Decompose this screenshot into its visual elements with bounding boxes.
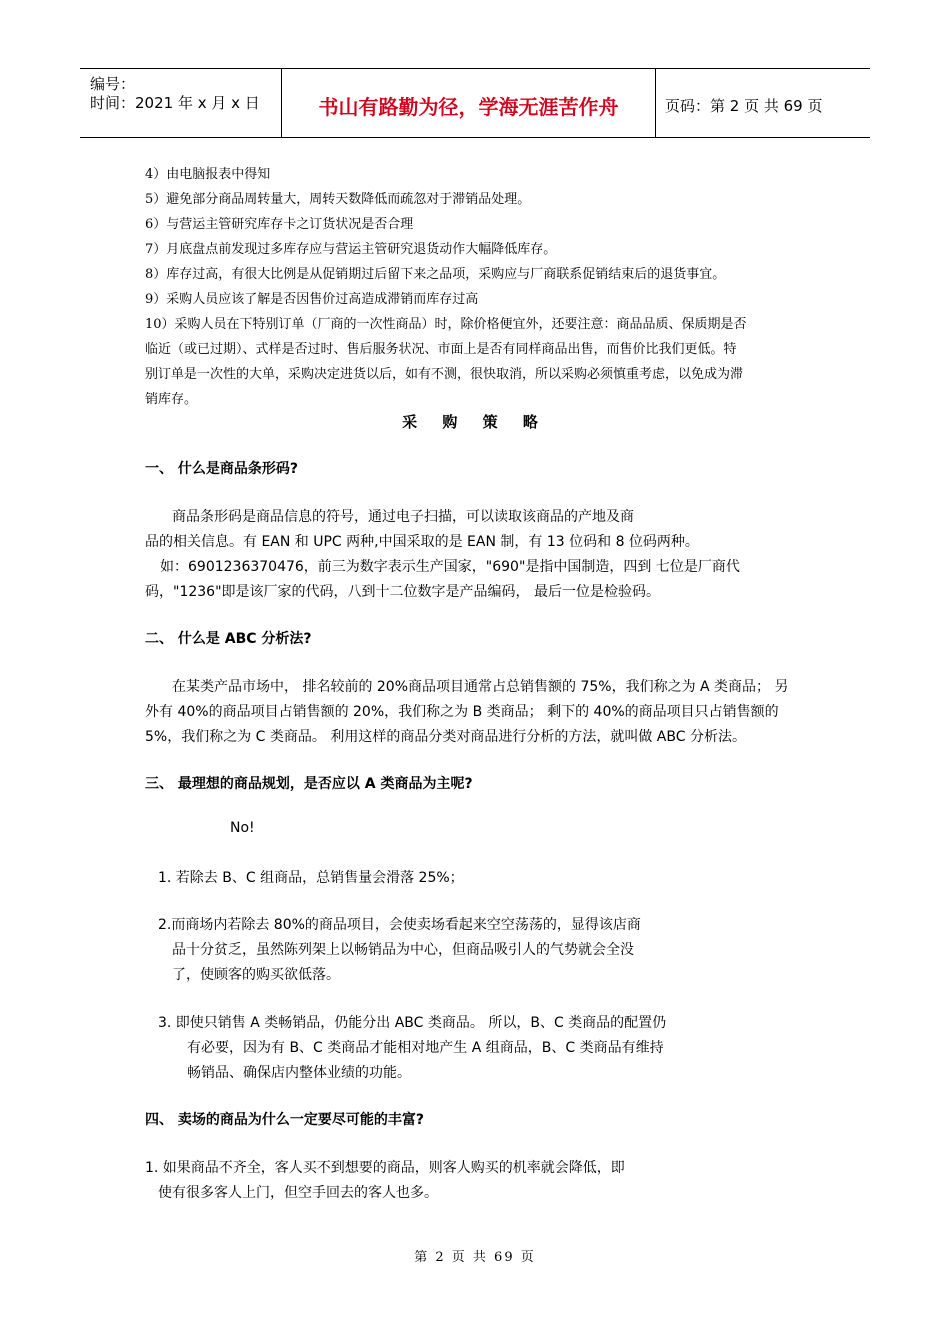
paragraph-line: 5%，我们称之为 C 类商品。 利用这样的商品分类对商品进行分析的方法，就叫做 ABC 分析法。 [145,729,746,745]
paragraph-line: 1. 如果商品不齐全，客人买不到想要的商品，则客人购买的机率就会降低，即 [145,1160,625,1176]
paragraph-line: 畅销品、确保店内整体业绩的功能。 [187,1065,411,1081]
heading-barcode: 一、 什么是商品条形码? [145,461,298,477]
paragraph-line: 外有 40%的商品项目占销售额的 20%，我们称之为 B 类商品； 剩下的 40%的商品项目只占销售额的 [145,704,779,720]
paragraph-line: 1. 若除去 B、C 组商品，总销售量会滑落 25%； [158,870,464,886]
header-motto: 书山有路勤为径，学海无涯苦作舟 [318,95,619,119]
heading-abc: 二、 什么是 ABC 分析法? [145,631,312,647]
list-item: 销库存。 [145,392,198,407]
heading-assortment: 四、 卖场的商品为什么一定要尽可能的丰富? [145,1112,424,1128]
page-footer: 第 2 页 共 69 页 [414,1250,536,1265]
paragraph-line: 品的相关信息。有 EAN 和 UPC 两种,中国采取的是 EAN 制，有 13 位码和 8 位码两种。 [145,534,699,550]
section-title: 采 购 策 略 [402,413,548,431]
list-item: 6）与营运主管研究库存卡之订货状况是否合理 [145,217,414,232]
paragraph-line: 在某类产品市场中， 排名较前的 20%商品项目通常占总销售额的 75%，我们称之为 A 类商品； 另 [172,679,789,695]
number-label: 编号： [90,75,136,93]
list-item: 4）由电脑报表中得知 [145,167,271,182]
list-item: 别订单是一次性的大单，采购决定进货以后，如有不测，很快取消，所以采购必须慎重考虑，以免成为滞 [145,367,744,382]
heading-planning: 三、 最理想的商品规划，是否应以 A 类商品为主呢? [145,776,473,792]
list-item: 9）采购人员应该了解是否因售价过高造成滞销而库存过高 [145,292,479,307]
paragraph-line: 有必要，因为有 B、C 类商品才能相对地产生 A 组商品，B、C 类商品有维持 [187,1040,664,1056]
list-item: 7）月底盘点前发现过多库存应与营运主管研究退货动作大幅降低库存。 [145,242,557,257]
paragraph-line: 3. 即使只销售 A 类畅销品，仍能分出 ABC 类商品。 所以，B、C 类商品的配置仍 [158,1015,667,1031]
paragraph-line: 使有很多客人上门，但空手回去的客人也多。 [158,1185,438,1201]
header-left-cell [90,75,260,113]
list-item: 10）采购人员在下特别订单（厂商的一次性商品）时，除价格便宜外，还要注意：商品品质、保质期是否 [145,317,747,332]
paragraph-line: 品十分贫乏，虽然陈列架上以畅销品为中心，但商品吸引人的气势就会全没 [172,942,634,958]
paragraph-line: 码，"1236"即是该厂家的代码，八到十二位数字是产品编码， 最后一位是检验码。 [145,584,660,600]
time-label: 时间：2021 年 x 月 x 日 [90,94,260,112]
paragraph-line: 商品条形码是商品信息的符号，通过电子扫描，可以读取该商品的产地及商 [172,509,634,525]
header-table [80,68,870,138]
paragraph-line: 如：6901236370476，前三为数字表示生产国家，"690"是指中国制造，四到 七位是厂商代 [160,559,740,575]
list-item: 临近（或已过期）、式样是否过时、售后服务状况、市面上是否有同样商品出售，而售价比我们更低。特 [145,342,737,357]
header-page-label: 页码：第 2 页 共 69 页 [665,97,823,115]
paragraph-line: 2.而商场内若除去 80%的商品项目，会使卖场看起来空空荡荡的，显得该店商 [158,917,641,933]
list-item: 5）避免部分商品周转量大，周转天数降低而疏忽对于滞销品处理。 [145,192,531,207]
paragraph-line: 了，使顾客的购买欲低落。 [172,967,340,983]
list-item: 8）库存过高，有很大比例是从促销期过后留下来之品项，采购应与厂商联系促销结束后的退货事宜。 [145,267,726,282]
header-divider [655,69,656,137]
answer-text: No! [230,820,255,836]
